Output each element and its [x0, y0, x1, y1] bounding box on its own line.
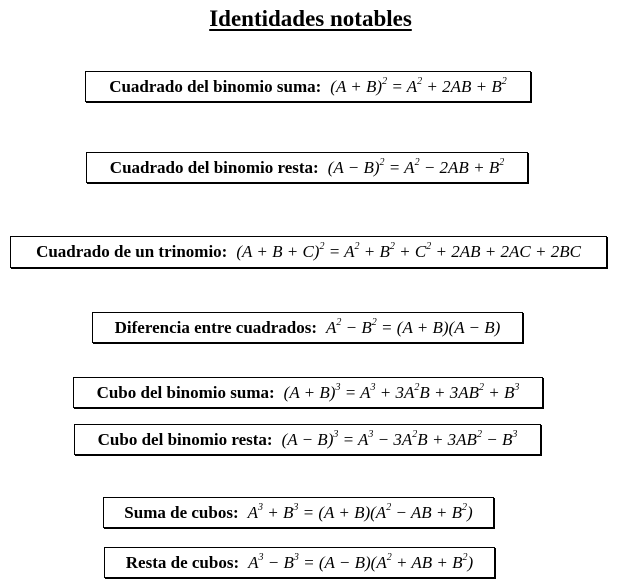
identity-box-square-binomial-difference: [86, 152, 528, 183]
identity-box-cube-binomial-sum: [73, 377, 543, 408]
identity-formula: $A^2 - B^2 = (A + B)(A - B)$: [326, 316, 501, 337]
identity-box-difference-of-cubes: [104, 547, 495, 578]
identity-label: Cuadrado de un trinomio:: [36, 242, 228, 261]
identity-label: Resta de cubos:: [125, 552, 240, 572]
identity-label: Cubo del binomio suma:: [96, 382, 275, 402]
identity-label: Cuadrado del binomio suma:: [109, 76, 322, 96]
identity-label: Cubo del binomio resta:: [97, 429, 273, 449]
identity-formula: $(A + B)^3 = A^3 + 3A^2B + 3AB^2 + B^3$: [283, 381, 520, 402]
identity-formula: $(A - B)^3 = A^3 - 3A^2B + 3AB^2 - B^3$: [281, 428, 518, 449]
identity-box-square-binomial-sum: [85, 71, 531, 102]
identity-box-cube-binomial-difference: [74, 424, 541, 455]
identity-formula: $A^3 + B^3 = (A + B)(A^2$ − AB + $B^2$): [247, 501, 473, 522]
page-title: Identidades notables: [209, 6, 412, 31]
identity-box-sum-of-cubes: [103, 497, 494, 528]
identity-box-square-trinomial: [10, 236, 607, 268]
identity-formula: $(A - B)^2 = A^2 - 2AB + B^2$: [327, 156, 505, 177]
identity-label: Cuadrado del binomio resta:: [109, 157, 319, 177]
identity-formula: $(A + B)^2 = A^2 + 2AB + B^2$: [330, 75, 507, 96]
identity-box-difference-of-squares: [92, 312, 523, 343]
identity-label: Diferencia entre cuadrados:: [114, 317, 318, 337]
identity-formula: $(A + B + C)^2 = A^2 + B^2 + C^2 + 2AB + 2AC + 2BC$: [236, 241, 581, 261]
identity-formula: $A^3 - B^3 = (A - B)(A^2$ + AB + $B^2$): [248, 551, 474, 572]
identity-label: Suma de cubos:: [124, 502, 239, 522]
